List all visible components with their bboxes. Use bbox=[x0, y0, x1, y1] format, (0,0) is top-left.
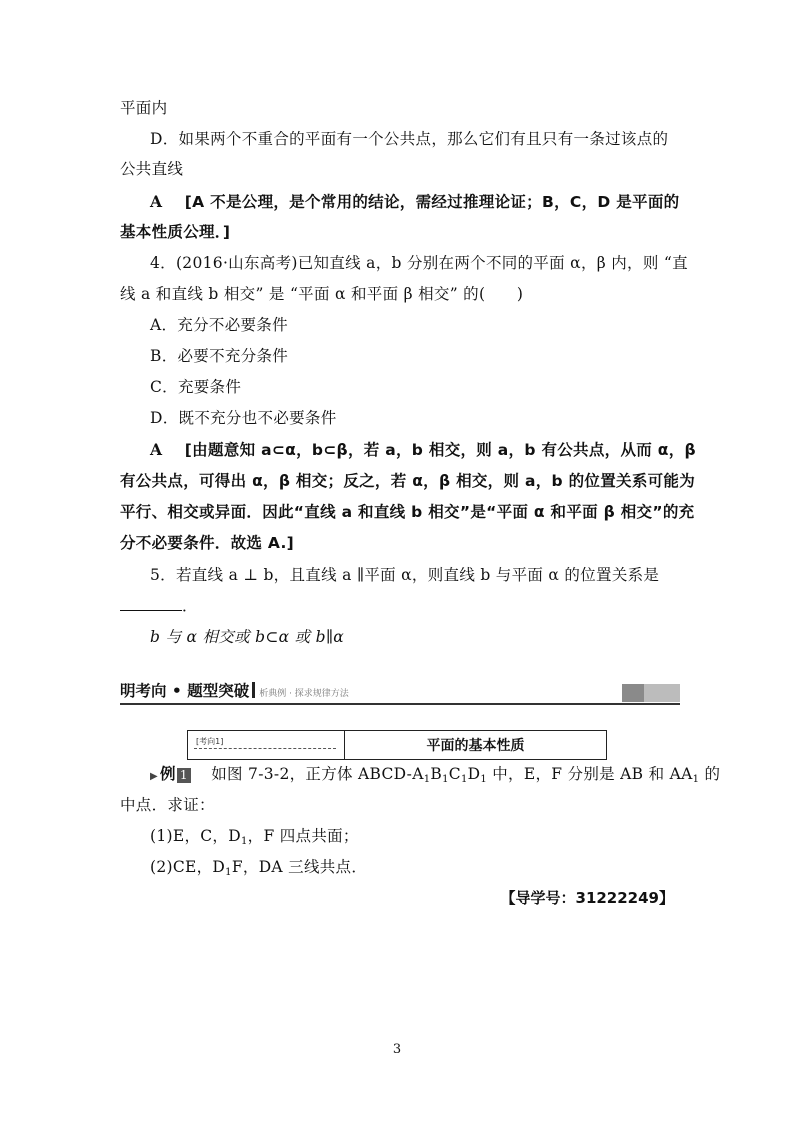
example-text: 的 bbox=[699, 765, 721, 783]
proof-text: ，F 四点共面； bbox=[247, 827, 359, 845]
answer-text: [A 不是公理，是个常用的结论，需经过推理论证；B，C，D 是平面的 bbox=[184, 193, 680, 211]
example-label: 例 bbox=[160, 765, 176, 783]
proof-text: (1)E，C，D bbox=[150, 827, 241, 845]
example-number: 1 bbox=[177, 768, 191, 783]
letter: B bbox=[430, 765, 443, 783]
answer-blank bbox=[120, 596, 182, 611]
example-text: 如图 7-3-2，正方体 ABCD-A bbox=[211, 765, 424, 783]
decor-block-dark bbox=[622, 684, 644, 702]
answer-text: [由题意知 a⊂α，b⊂β，若 a，b 相交，则 a，b 有公共点，从而 α，β bbox=[184, 441, 696, 459]
section-header bbox=[120, 681, 680, 705]
option-b: B．必要不充分条件 bbox=[150, 347, 289, 365]
topic-box bbox=[187, 730, 607, 760]
answer-line bbox=[150, 192, 679, 212]
answer-4-line bbox=[150, 440, 696, 460]
text-line: 公共直线 bbox=[120, 160, 184, 178]
subscript: 1 bbox=[225, 867, 232, 878]
topic-dash bbox=[194, 748, 336, 749]
subscript: 1 bbox=[480, 774, 488, 785]
proof-part-1 bbox=[150, 826, 359, 846]
question-4-line: 4．(2016·山东高考)已知直线 a，b 分别在两个不同的平面 α，β 内，则 “直 bbox=[150, 254, 688, 272]
subscript: 1 bbox=[692, 774, 700, 785]
example-1-line bbox=[150, 764, 720, 787]
topic-tag: [考向1] bbox=[196, 737, 224, 746]
period: ． bbox=[182, 597, 198, 615]
letter: C bbox=[448, 765, 461, 783]
proof-text: (2)CE，D bbox=[150, 858, 226, 876]
option-d: D．既不充分也不必要条件 bbox=[150, 409, 337, 427]
text-line: 平面内 bbox=[120, 99, 168, 117]
question-5-line: 5．若直线 a ⊥ b，且直线 a ∥平面 α，则直线 b 与平面 α 的位置关系是 bbox=[150, 566, 660, 584]
guide-number: 【导学号：31222249】 bbox=[500, 889, 674, 907]
decor-block-light bbox=[644, 684, 680, 702]
answer-text: 平行、相交或异面．因此“直线 a 和直线 b 相交”是“平面 α 和平面 β 相交”的充 bbox=[120, 503, 695, 521]
example-1-line: 中点．求证： bbox=[120, 796, 215, 814]
subscript: 1 bbox=[240, 836, 248, 847]
answer-5: b 与 α 相交或 b⊂α 或 b∥α bbox=[150, 628, 345, 646]
section-subtitle: 析典例 · 探求规律方法 bbox=[259, 689, 349, 699]
section-divider bbox=[252, 682, 255, 698]
option-d-line: D．如果两个不重合的平面有一个公共点，那么它们有且只有一条过该点的 bbox=[150, 130, 669, 148]
triangle-marker-icon: ▶ bbox=[150, 771, 158, 782]
proof-text: F，DA 三线共点． bbox=[231, 858, 368, 876]
option-a: A．充分不必要条件 bbox=[150, 316, 288, 334]
proof-part-2 bbox=[150, 857, 367, 877]
section-title: 明考向 • 题型突破 bbox=[120, 682, 250, 700]
answer-text: 基本性质公理．] bbox=[120, 223, 231, 241]
question-5-line bbox=[120, 596, 198, 616]
answer-text: 有公共点，可得出 α，β 相交；反之，若 α，β 相交，则 a，b 的位置关系可能为 bbox=[120, 472, 696, 490]
answer-letter: A bbox=[150, 192, 163, 211]
answer-letter: A bbox=[150, 440, 163, 459]
page-number: 3 bbox=[392, 1042, 402, 1057]
question-4-line: 线 a 和直线 b 相交” 是 “平面 α 和平面 β 相交” 的( ) bbox=[120, 285, 524, 303]
answer-text: 分不必要条件．故选 A.] bbox=[120, 534, 295, 552]
subscript: 1 bbox=[442, 774, 449, 785]
option-c: C．充要条件 bbox=[150, 378, 242, 396]
topic-title: 平面的基本性质 bbox=[426, 738, 525, 754]
subscript: 1 bbox=[460, 774, 468, 785]
example-text: 中，E，F 分别是 AB 和 AA bbox=[492, 765, 693, 783]
letter: D bbox=[467, 765, 481, 783]
subscript: 1 bbox=[423, 774, 431, 785]
